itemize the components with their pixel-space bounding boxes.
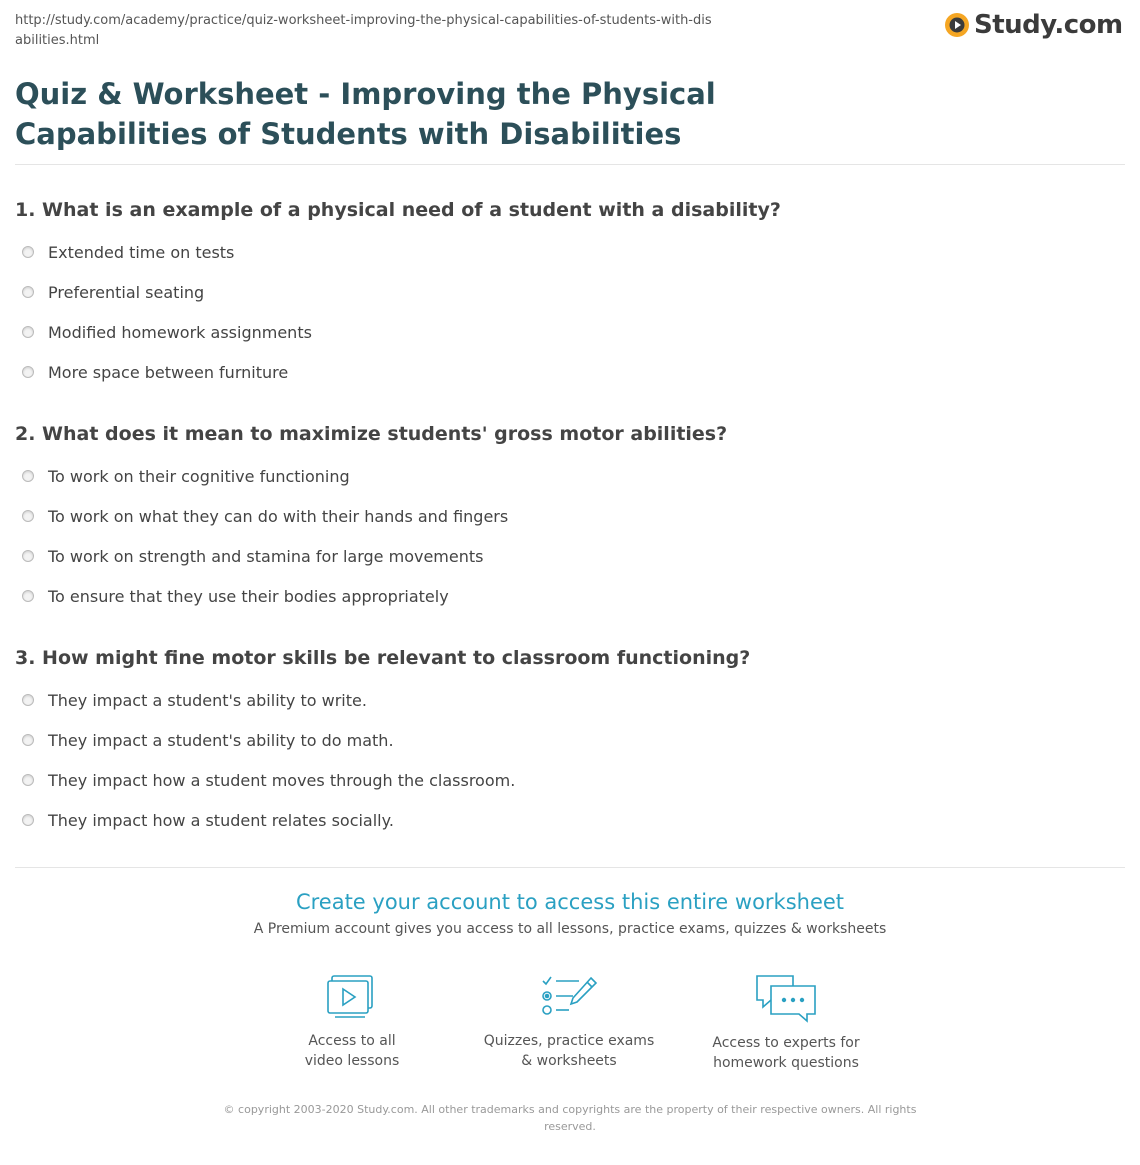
feature-label: Quizzes, practice exams & worksheets: [483, 1033, 655, 1069]
page-title: Quiz & Worksheet - Improving the Physical Capabilities of Students with Disabilities: [15, 77, 716, 151]
radio-button[interactable]: [22, 326, 34, 338]
chat-bubbles-icon: [753, 972, 819, 1024]
question-3-options: [22, 680, 515, 840]
copyright-notice: © copyright 2003-2020 Study.com. All other trademarks and copyrights are the property of their respective owners. All rights reserved.: [223, 1103, 917, 1133]
logo-text: Study.com: [974, 10, 1123, 40]
answer-label: They impact a student's ability to do math.: [48, 730, 394, 750]
question-1-options: [22, 232, 312, 392]
radio-button[interactable]: [22, 590, 34, 602]
radio-button[interactable]: [22, 734, 34, 746]
answer-option[interactable]: [22, 312, 312, 352]
answer-label: Modified homework assignments: [48, 322, 312, 342]
feature-video-lessons: [252, 972, 452, 1071]
answer-option[interactable]: [22, 352, 312, 392]
answer-label: They impact a student's ability to write.: [48, 690, 367, 710]
play-logo-icon: [944, 12, 970, 38]
question-1: 1. What is an example of a physical need of a student with a disability?: [15, 199, 781, 221]
answer-option[interactable]: [22, 272, 312, 312]
title-divider: [15, 164, 1125, 165]
answer-label: To ensure that they use their bodies appropriately: [48, 586, 449, 606]
answer-option[interactable]: [22, 680, 515, 720]
answer-option[interactable]: [22, 232, 312, 272]
radio-button[interactable]: [22, 246, 34, 258]
answer-option[interactable]: [22, 576, 508, 616]
radio-button[interactable]: [22, 550, 34, 562]
radio-button[interactable]: [22, 366, 34, 378]
answer-option[interactable]: [22, 456, 508, 496]
quiz-checklist-icon: [539, 972, 599, 1022]
feature-label: Access to all video lessons: [304, 1033, 400, 1069]
answer-label: More space between furniture: [48, 362, 289, 382]
answer-option[interactable]: [22, 800, 515, 840]
video-lessons-icon: [322, 972, 382, 1022]
radio-button[interactable]: [22, 470, 34, 482]
radio-button[interactable]: [22, 694, 34, 706]
feature-experts: [686, 972, 886, 1073]
feature-label: Access to experts for homework questions: [712, 1035, 860, 1071]
radio-button[interactable]: [22, 510, 34, 522]
feature-quizzes: [469, 972, 669, 1071]
answer-label: Preferential seating: [48, 282, 205, 302]
answer-label: To work on their cognitive functioning: [48, 466, 350, 486]
answer-option[interactable]: [22, 760, 515, 800]
question-2-options: [22, 456, 508, 616]
question-2: 2. What does it mean to maximize students' gross motor abilities?: [15, 423, 728, 445]
radio-button[interactable]: [22, 774, 34, 786]
answer-label: To work on strength and stamina for large movements: [48, 546, 484, 566]
create-account-link[interactable]: Create your account to access this entire worksheet: [295, 890, 845, 914]
question-3: 3. How might fine motor skills be relevant to classroom functioning?: [15, 647, 751, 669]
cta-divider: [15, 867, 1125, 868]
answer-label: They impact how a student moves through the classroom.: [48, 770, 516, 790]
answer-label: Extended time on tests: [48, 242, 235, 262]
study-logo[interactable]: [944, 8, 1123, 42]
cta-subtitle: A Premium account gives you access to all lessons, practice exams, quizzes & worksheets: [253, 921, 887, 937]
answer-option[interactable]: [22, 536, 508, 576]
answer-option[interactable]: [22, 720, 515, 760]
radio-button[interactable]: [22, 286, 34, 298]
answer-label: They impact how a student relates socially.: [48, 810, 394, 830]
answer-label: To work on what they can do with their hands and fingers: [48, 506, 509, 526]
page-url: http://study.com/academy/practice/quiz-worksheet-improving-the-physical-capabilities-of-students-with-disabilities.html: [15, 13, 712, 48]
radio-button[interactable]: [22, 814, 34, 826]
answer-option[interactable]: [22, 496, 508, 536]
